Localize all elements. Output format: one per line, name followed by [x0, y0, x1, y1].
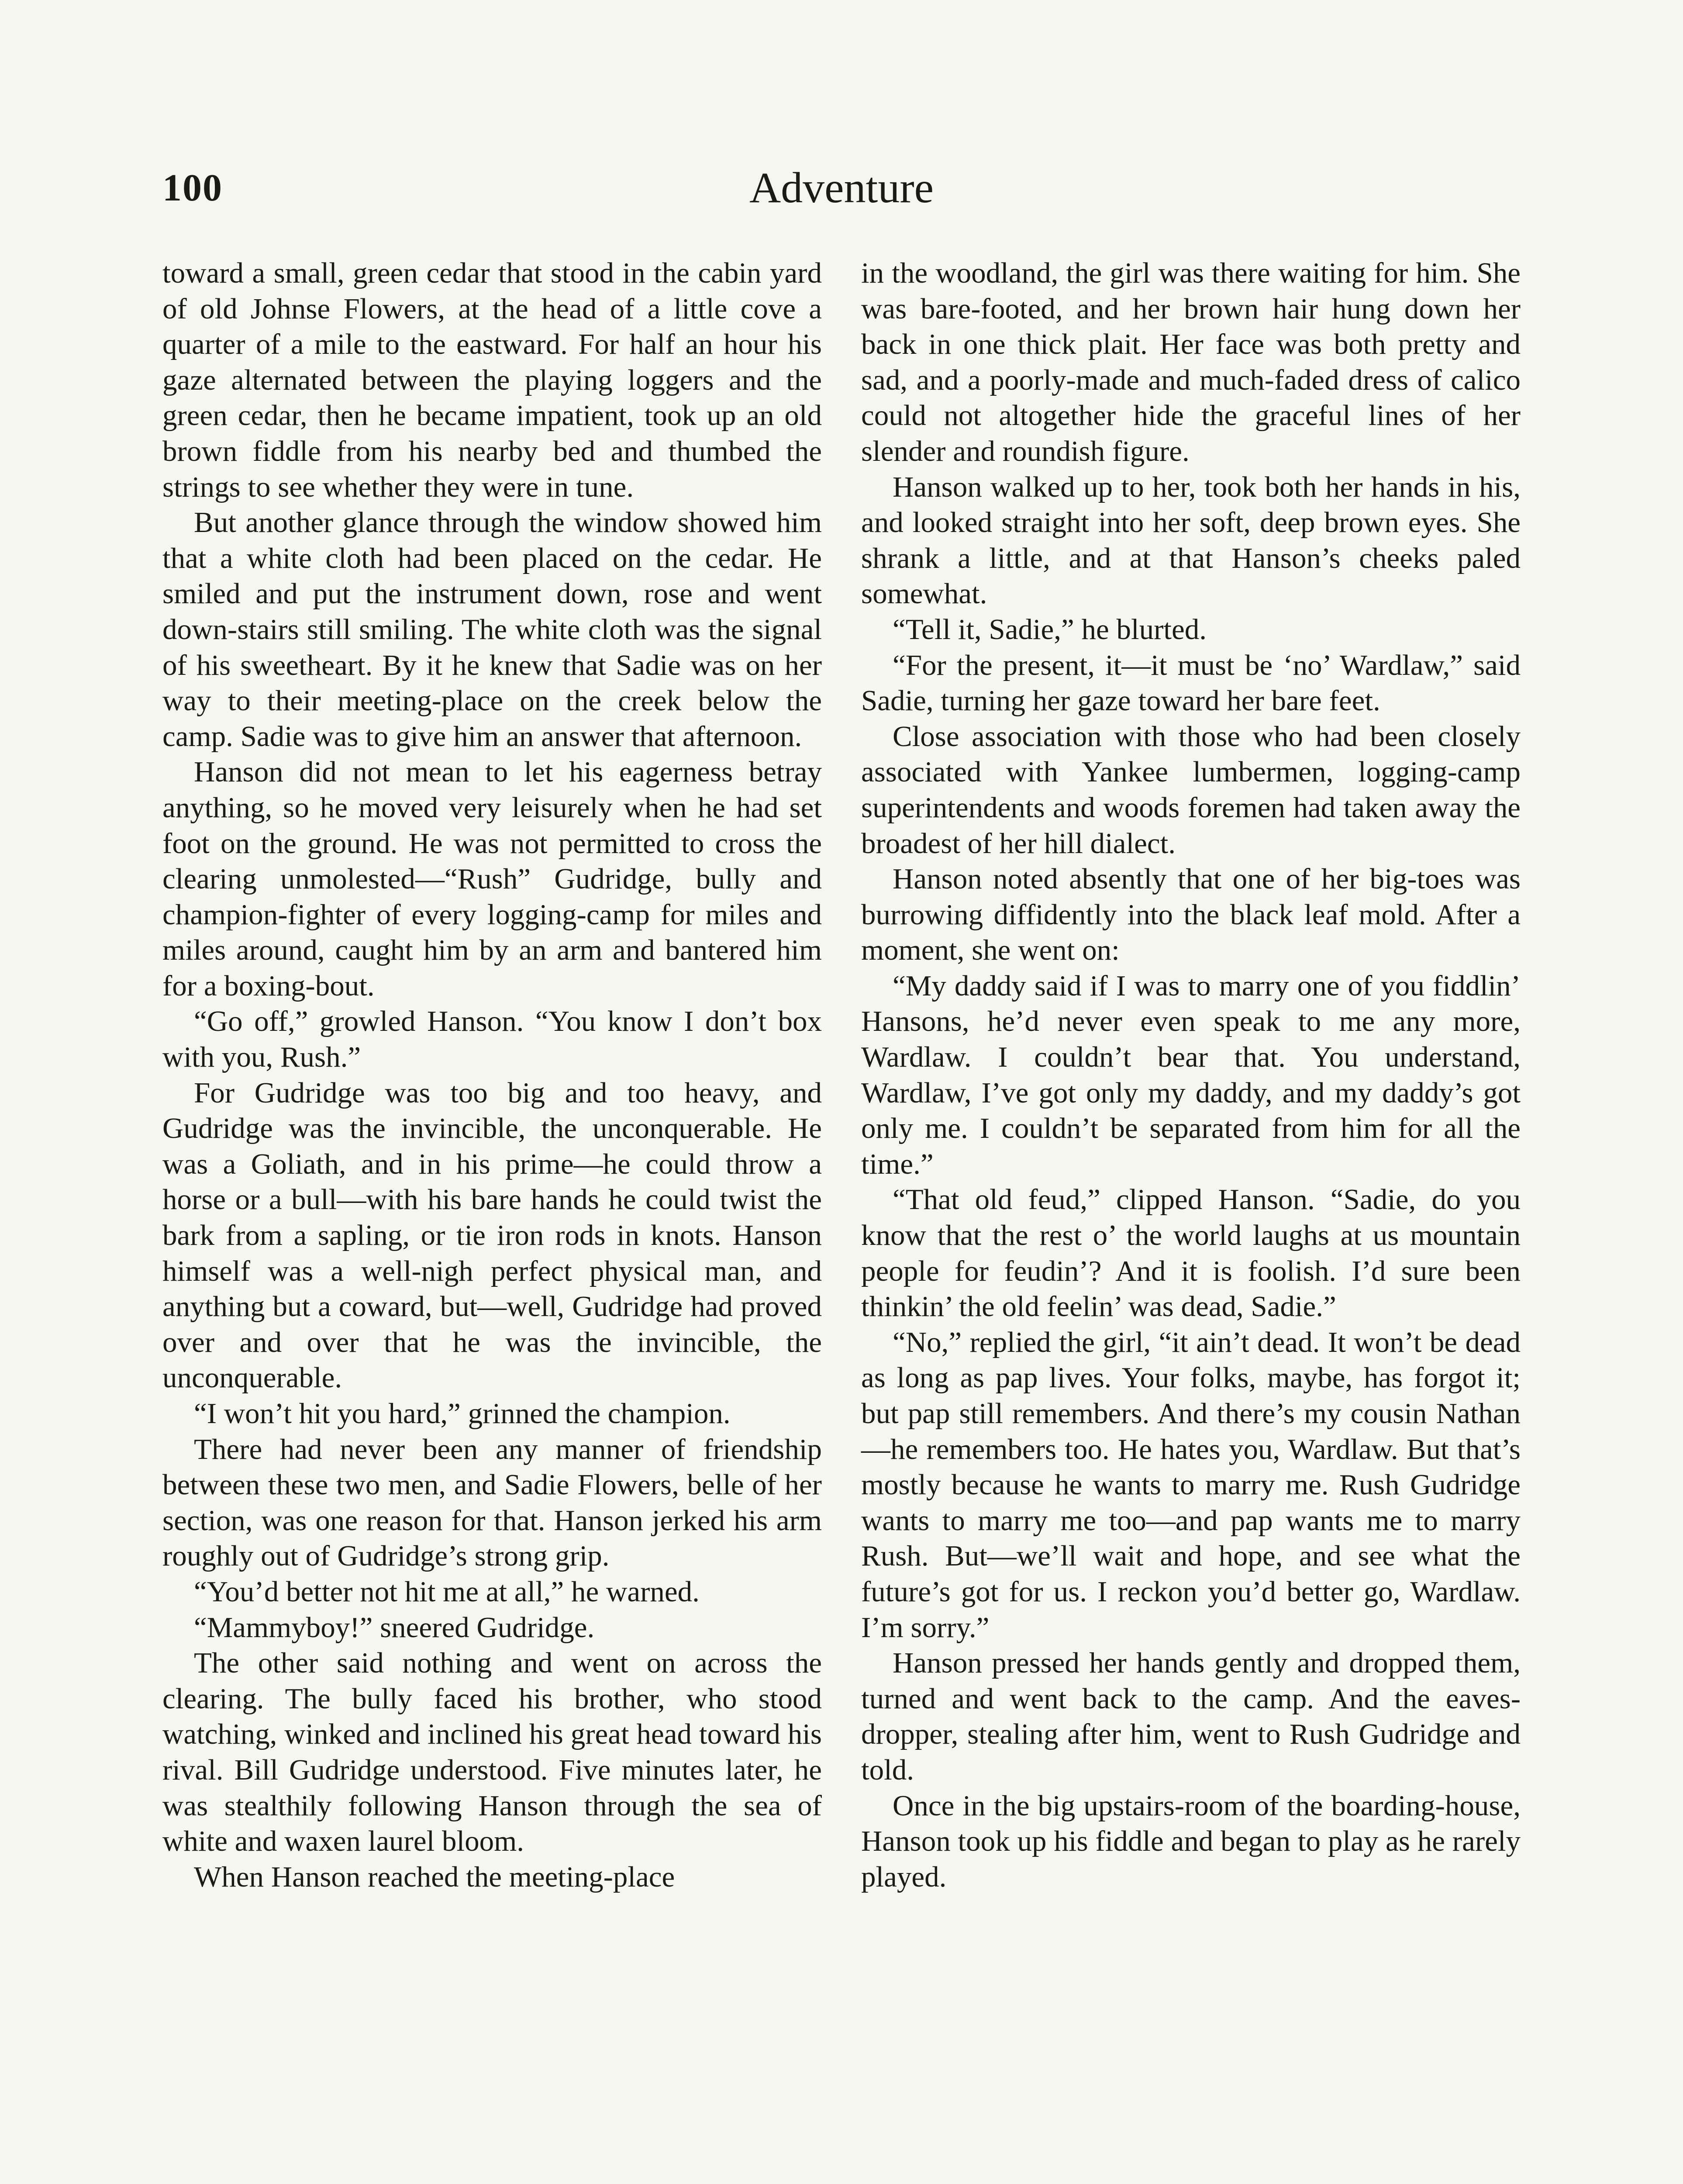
paragraph: “I won’t hit you hard,” grinned the champion.	[194, 1397, 731, 1430]
paragraph: Hanson did not mean to let his eagerness betray anything, so he moved very leisurely when he had set foot on the ground. He was not permitted to cross the clearing unmolested—“Rush” Gudridge, bully and champion-fighter of every logging-camp for miles and miles around, caught him by an arm and bantered him for a boxing-bout.	[162, 756, 822, 1002]
paragraph: When Hanson reached the meeting-place	[194, 1860, 675, 1893]
left-column	[162, 256, 822, 1895]
paragraph: “That old feud,” clipped Hanson. “Sadie, do you know that the rest o’ the world laughs at us mountain people for feudin’? And it is foolish. I’d sure been thinkin’ the old feelin’ was dead, Sadie.”	[861, 1183, 1521, 1323]
paragraph: Once in the big upstairs-room of the boarding-house, Hanson took up his fiddle and began to play as he rarely played.	[861, 1789, 1521, 1893]
paragraph: For Gudridge was too big and too heavy, and Gudridge was the invincible, the unconquerable. He was a Goliath, and in his prime—he could throw a horse or a bull—with his bare hands he could twist the bark from a sapling, or tie iron rods in knots. Hanson himself was a well-nigh perfect physical man, and anything but a coward, but—well, Gudridge had proved over and over that he was the invincible, the unconquerable.	[162, 1076, 822, 1394]
right-column	[861, 256, 1521, 1895]
paragraph: “My daddy said if I was to marry one of you fiddlin’ Hansons, he’d never even speak to me any more, Wardlaw. I couldn’t bear that. You understand, Wardlaw, I’ve got only my daddy, and my daddy’s got only me. I couldn’t be separated from him for all the time.”	[861, 969, 1521, 1180]
paragraph: “No,” replied the girl, “it ain’t dead. It won’t be dead as long as pap lives. Your folks, maybe, has forgot it; but pap still remembers. And there’s my cousin Nathan—he remembers too. He hates you, Wardlaw. But that’s mostly because he wants to marry me. Rush Gudridge wants to marry me too—and pap wants me to marry Rush. But—we’ll wait and hope, and see what the future’s got for us. I reckon you’d better go, Wardlaw. I’m sorry.”	[861, 1326, 1521, 1644]
paragraph: But another glance through the window showed him that a white cloth had been placed on the cedar. He smiled and put the instrument down, rose and went down-stairs still smiling. The white cloth was the signal of his sweetheart. By it he knew that Sadie was on her way to their meeting-place on the creek below the camp. Sadie was to give him an answer that afternoon.	[162, 506, 822, 753]
running-title: Adventure	[749, 163, 934, 212]
paragraph: “Tell it, Sadie,” he blurted.	[893, 613, 1207, 646]
paragraph: There had never been any manner of friendship between these two men, and Sadie Flowers, belle of her section, was one reason for that. Hanson jerked his arm roughly out of Gudridge’s strong grip.	[162, 1433, 822, 1572]
paragraph: in the woodland, the girl was there waiting for him. She was bare-footed, and her brown hair hung down her back in one thick plait. Her face was both pretty and sad, and a poorly-made and much-faded dress of calico could not altogether hide the graceful lines of her slender and roundish figure.	[861, 257, 1521, 467]
paragraph: Hanson walked up to her, took both her hands in his, and looked straight into her soft, deep brown eyes. She shrank a little, and at that Hanson’s cheeks paled somewhat.	[861, 470, 1521, 610]
paragraph: “You’d better not hit me at all,” he warned.	[194, 1575, 700, 1608]
paragraph: Hanson noted absently that one of her big-toes was burrowing diffidently into the black leaf mold. After a moment, she went on:	[861, 863, 1521, 967]
paragraph: toward a small, green cedar that stood in the cabin yard of old Johnse Flowers, at the head of a little cove a quarter of a mile to the eastward. For half an hour his gaze alternated between the playing loggers and the green cedar, then he became impatient, took up an old brown fiddle from his nearby bed and thumbed the strings to see whether they were in tune.	[162, 257, 822, 503]
paragraph: The other said nothing and went on across the clearing. The bully faced his brother, who stood watching, winked and inclined his great head toward his rival. Bill Gudridge understood. Five minutes later, he was stealthily following Hanson through the sea of white and waxen laurel bloom.	[162, 1647, 822, 1858]
paragraph: “For the present, it—it must be ‘no’ Wardlaw,” said Sadie, turning her gaze toward her bare feet.	[861, 649, 1521, 717]
paragraph: “Mammyboy!” sneered Gudridge.	[194, 1611, 595, 1644]
paragraph: “Go off,” growled Hanson. “You know I don’t box with you, Rush.”	[162, 1005, 822, 1074]
paragraph: Hanson pressed her hands gently and dropped them, turned and went back to the camp. And the eaves-dropper, stealing after him, went to Rush Gudridge and told.	[861, 1647, 1521, 1786]
paragraph: Close association with those who had been closely associated with Yankee lumbermen, logging-camp superintendents and woods foremen had taken away the broadest of her hill dialect.	[861, 720, 1521, 860]
page-number: 100	[162, 167, 223, 209]
